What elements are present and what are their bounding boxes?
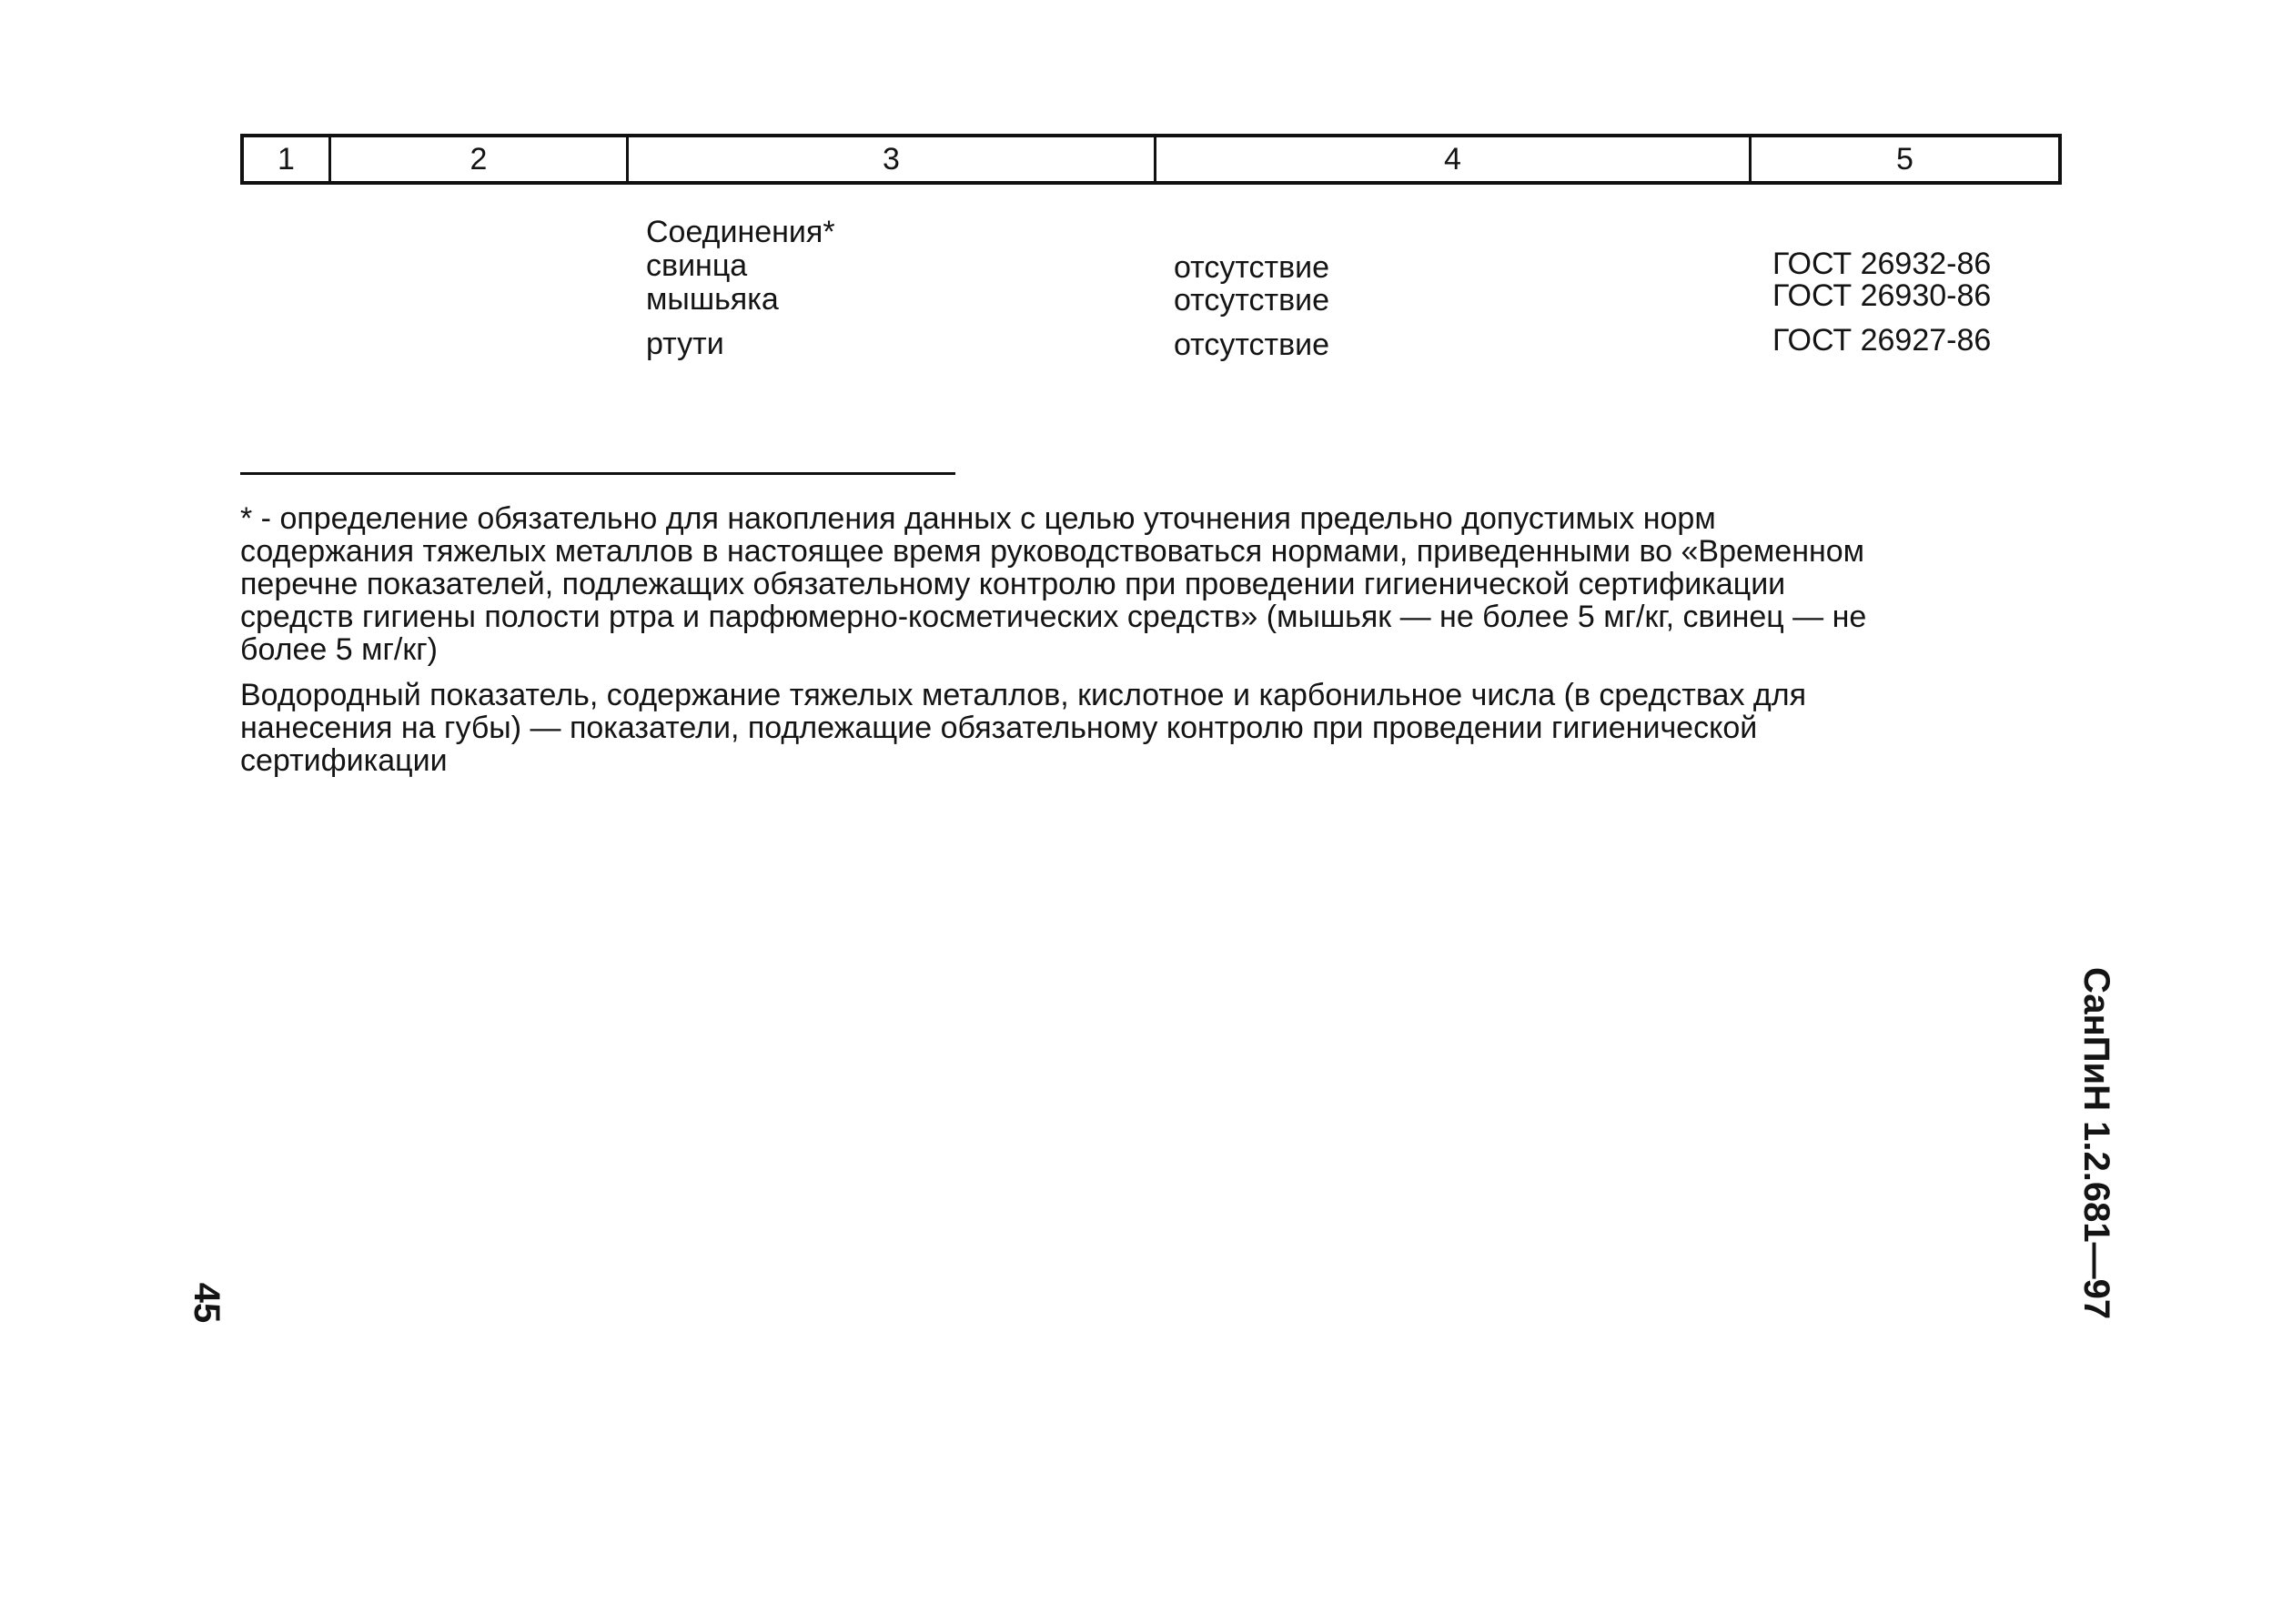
table-header-row [240,134,2062,185]
footnote-line: перечне показателей, подлежащих обязательному контролю при проведении гигиенической сертификации [240,567,1786,601]
page-number: 45 [187,1282,227,1324]
row-method-mercury: ГОСТ 26927-86 [1772,323,1992,358]
group-label: Соединения* [646,215,835,249]
column-header-4: 4 [1156,137,1752,181]
row-indicator-arsenic: мышьяка [646,282,779,317]
footnote-line: содержания тяжелых металлов в настоящее время руководствоваться нормами, приведенными во «Временном [240,534,1865,569]
row-norm-arsenic: отсутствие [1174,283,1330,318]
column-header-3: 3 [629,137,1156,181]
row-method-lead: ГОСТ 26932-86 [1772,247,1992,281]
row-method-arsenic: ГОСТ 26930-86 [1772,278,1992,313]
footnote-line: более 5 мг/кг) [240,632,438,667]
note-line: Водородный показатель, содержание тяжелых металлов, кислотное и карбонильное числа (в средствах для [240,678,1807,712]
note-line: нанесения на губы) — показатели, подлежащие обязательному контролю при проведении гигиенической [240,711,1758,745]
note-line: сертификации [240,743,448,778]
row-norm-mercury: отсутствие [1174,328,1330,362]
row-norm-lead: отсутствие [1174,250,1330,285]
column-header-2: 2 [331,137,629,181]
footnote-line: * - определение обязательно для накопления данных с целью уточнения предельно допустимых норм [240,501,1716,536]
note-paragraph [240,679,2051,777]
footnote-line: средств гигиены полости ртра и парфюмерно-косметических средств» (мышьяк — не более 5 мг/кг, свинец — не [240,600,1867,634]
document-code: СанПиН 1.2.681—97 [2076,967,2116,1320]
row-indicator-mercury: ртути [646,327,724,361]
footnote [240,502,2051,666]
row-indicator-lead: свинца [646,248,748,283]
column-header-1: 1 [244,137,331,181]
column-header-5: 5 [1896,141,1913,177]
footnote-separator [240,472,955,475]
